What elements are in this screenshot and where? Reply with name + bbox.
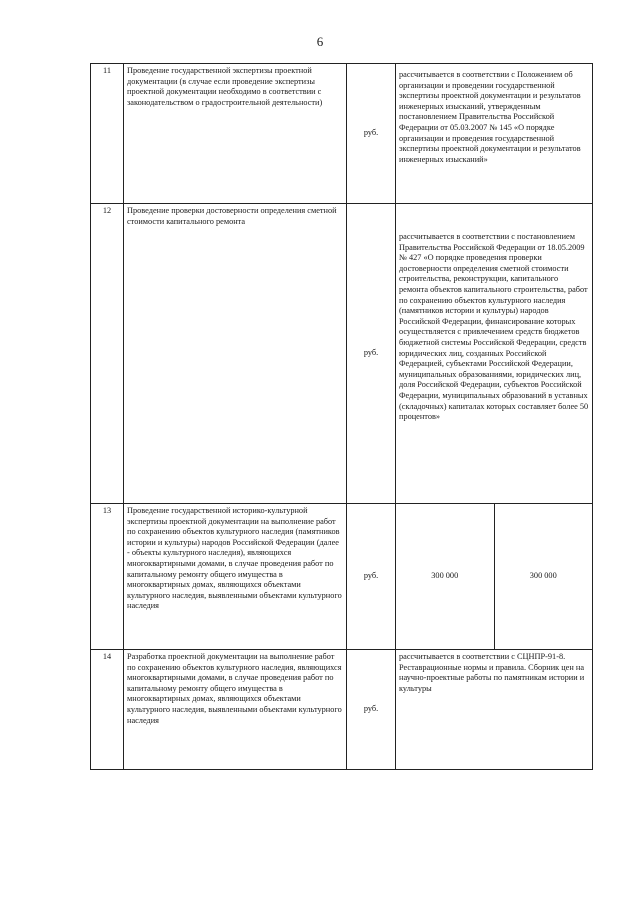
table-row bbox=[91, 504, 593, 650]
row-value bbox=[396, 204, 593, 504]
row-number: 14 bbox=[91, 650, 124, 770]
row-unit: руб. bbox=[347, 64, 396, 204]
table-row bbox=[91, 204, 593, 504]
row-number: 12 bbox=[91, 204, 124, 504]
row-value-b: 300 000 bbox=[494, 504, 593, 650]
table-row bbox=[91, 650, 593, 770]
row-description: Проведение проверки достоверности определения сметной стоимости капитального ремонта bbox=[124, 204, 347, 504]
row-description: Разработка проектной документации на выполнение работ по сохранению объектов культурного наследия, являющихся многоквартирными домами, в случае проведения работ по капитальному ремонту общего имущества в многоквартирных домах, являющихся объектами культурного наследия, выявленными объектами культурного наследия bbox=[124, 650, 347, 770]
row-unit: руб. bbox=[347, 504, 396, 650]
page-number: 6 bbox=[316, 34, 324, 49]
row-value bbox=[396, 650, 593, 770]
cost-table bbox=[90, 63, 593, 770]
row-value-text: рассчитывается в соответствии с постановлением Правительства Российской Федерации от 18.05.2009 № 427 «О порядке проведения проверки достоверности определения сметной стоимости строительства, реконструкции, капитального ремонта объектов капитального строительства, работ по сохранению объектов культурного наследия (памятников истории и культуры) народов Российской Федерации, финансирование которых осуществляется с привлечением средств бюджетов бюджетной системы Российской Федерации, средств юридических лиц, созданных Российской Федерацией, субъектами Российской Федерации, муниципальных образованиями, юридических лиц, доля Российской Федерации, субъектов Российской Федерации, муниципальных образований в уставных (складочных) капиталах которых составляет более 50 процентов» bbox=[399, 232, 589, 422]
row-unit: руб. bbox=[347, 204, 396, 504]
table-row bbox=[91, 64, 593, 204]
row-value-text: рассчитывается в соответствии с СЦНПР-91-8. Реставрационные нормы и правила. Сборник цен на научно-проектные работы по памятникам истории и культуры bbox=[399, 652, 585, 693]
row-value bbox=[396, 64, 593, 204]
row-number: 11 bbox=[91, 64, 124, 204]
row-description: Проведение государственной экспертизы проектной документации (в случае если проведение экспертизы проектной документации необходимо в соответствии с законодательством о градостроительной деятельности) bbox=[124, 64, 347, 204]
row-value-text: рассчитывается в соответствии с Положением об организации и проведении государственной экспертизы проектной документации и результатов инженерных изысканий, утвержденным постановлением Правительства Российской Федерации от 05.03.2007 № 145 «О порядке организации и проведения государственной экспертизы проектной документации и результатов инженерных изысканий» bbox=[399, 70, 581, 164]
row-value-a: 300 000 bbox=[396, 504, 495, 650]
row-unit: руб. bbox=[347, 650, 396, 770]
row-description: Проведение государственной историко-культурной экспертизы проектной документации на выполнение работ по сохранению объектов культурного наследия (памятников истории и культуры) народов Российской Федерации (далее - объекты культурного наследия), являющихся многоквартирными домами, в случае проведения работ по капитальному ремонту общего имущества в многоквартирных домах, являющихся объектами культурного наследия, выявленными объектами культурного наследия bbox=[124, 504, 347, 650]
row-number: 13 bbox=[91, 504, 124, 650]
